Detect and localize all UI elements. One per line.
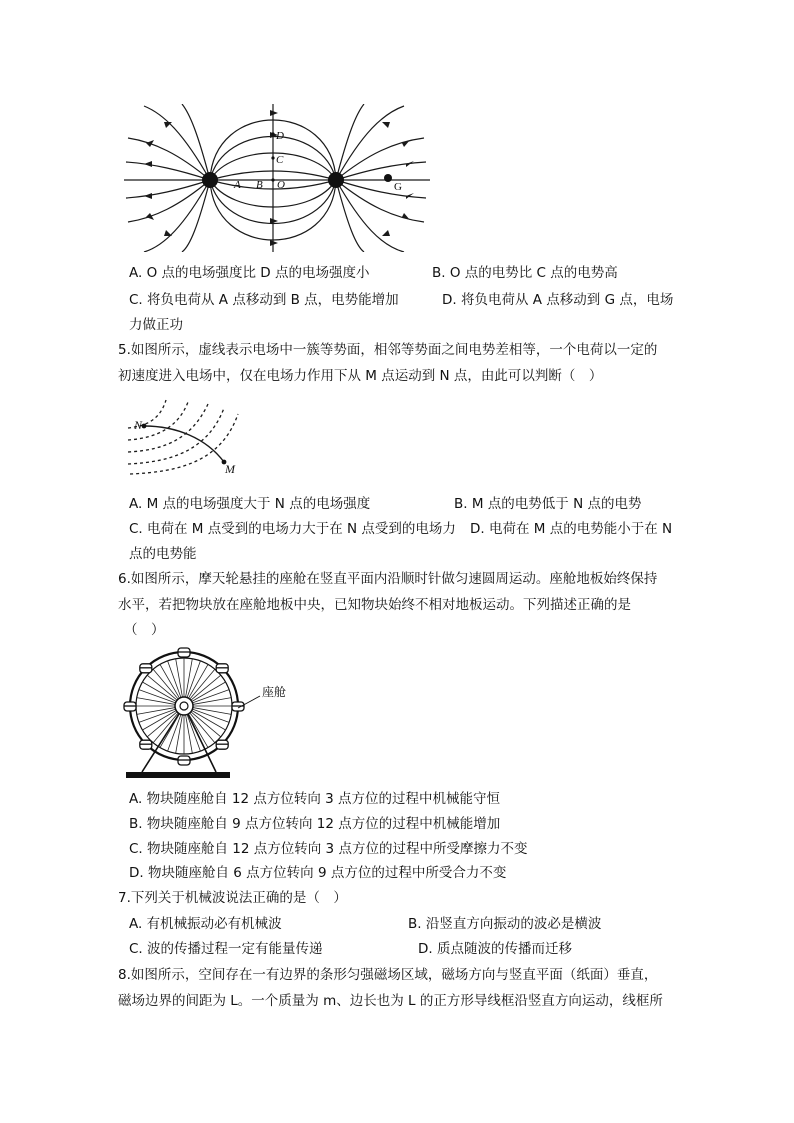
cabin bbox=[140, 664, 152, 673]
q6-stem-line1: 6.如图所示，摩天轮悬挂的座舱在竖直平面内沿顺时针做匀速圆周运动。座舱地板始终保持 bbox=[118, 571, 658, 587]
q7-option-a: A. 有机械振动必有机械波 bbox=[129, 916, 282, 932]
q6-option-c: C. 物块随座舱自 12 点方位转向 3 点方位的过程中所受摩擦力不变 bbox=[129, 841, 528, 857]
q5-option-c: C. 电荷在 M 点受到的电场力大于在 N 点受到的电场力 bbox=[129, 521, 456, 537]
q6-option-a: A. 物块随座舱自 12 点方位转向 3 点方位的过程中机械能守恒 bbox=[129, 791, 501, 807]
cabin-label: 座舱 bbox=[262, 685, 287, 699]
q4-field-lines-figure bbox=[124, 104, 430, 252]
q5-option-a: A. M 点的电场强度大于 N 点的电场强度 bbox=[129, 496, 371, 512]
cabin bbox=[178, 648, 190, 657]
q7-stem: 7.下列关于机械波说法正确的是（ ） bbox=[118, 890, 347, 906]
q7-option-b: B. 沿竖直方向振动的波必是横波 bbox=[408, 916, 602, 932]
label-g: G bbox=[394, 181, 402, 193]
cabin bbox=[216, 664, 228, 673]
label-n: N bbox=[134, 418, 143, 432]
q5-option-d-line1: D. 电荷在 M 点的电势能小于在 N bbox=[470, 521, 673, 537]
q5-stem-line2: 初速度进入电场中，仅在电场力作用下从 M 点运动到 N 点，由此可以判断（ ） bbox=[118, 368, 603, 384]
q5-equipotential-figure bbox=[126, 398, 244, 476]
q6-stem-line3: （ ） bbox=[124, 622, 165, 638]
q6-option-d: D. 物块随座舱自 6 点方位转向 9 点方位的过程中所受合力不变 bbox=[129, 865, 507, 881]
label-c: C bbox=[276, 154, 284, 166]
q4-option-d-line1: D. 将负电荷从 A 点移动到 G 点，电场 bbox=[442, 292, 674, 308]
cabin bbox=[140, 740, 152, 749]
label-d: D bbox=[276, 130, 284, 142]
cabin bbox=[124, 702, 136, 711]
left-charge bbox=[202, 172, 218, 188]
q7-option-c: C. 波的传播过程一定有能量传递 bbox=[129, 941, 323, 957]
q5-option-b: B. M 点的电势低于 N 点的电势 bbox=[454, 496, 642, 512]
cabin bbox=[216, 740, 228, 749]
label-o: O bbox=[277, 179, 285, 191]
q8-stem-line2: 磁场边界的间距为 L。一个质量为 m、边长也为 L 的正方形导线框沿竖直方向运动，线框所 bbox=[118, 993, 663, 1009]
label-b: B bbox=[256, 179, 263, 191]
q4-option-a: A. O 点的电场强度比 D 点的电场强度小 bbox=[129, 265, 370, 281]
q4-option-d-line2: 力做正功 bbox=[129, 317, 183, 333]
q6-stem-line2: 水平，若把物块放在座舱地板中央，已知物块始终不相对地板运动。下列描述正确的是 bbox=[118, 597, 631, 613]
q4-option-b: B. O 点的电势比 C 点的电势高 bbox=[432, 265, 618, 281]
q6-option-b: B. 物块随座舱自 9 点方位转向 12 点方位的过程中机械能增加 bbox=[129, 816, 501, 832]
q7-option-d: D. 质点随波的传播而迁移 bbox=[418, 941, 572, 957]
right-charge bbox=[328, 172, 344, 188]
cabin bbox=[232, 702, 244, 711]
q6-ferris-wheel-figure bbox=[120, 644, 300, 782]
point-n-dot bbox=[142, 424, 147, 429]
q4-option-c: C. 将负电荷从 A 点移动到 B 点，电势能增加 bbox=[129, 292, 399, 308]
q5-stem-line1: 5.如图所示，虚线表示电场中一簇等势面，相邻等势面之间电势差相等，一个电荷以一定的 bbox=[118, 342, 658, 358]
cabin bbox=[178, 756, 190, 765]
label-a: A bbox=[234, 179, 241, 191]
point-g-dot bbox=[384, 174, 392, 182]
q8-stem-line1: 8.如图所示，空间存在一有边界的条形匀强磁场区域，磁场方向与竖直平面（纸面）垂直， bbox=[118, 967, 658, 983]
q5-option-d-line2: 点的电势能 bbox=[129, 546, 197, 562]
label-m: M bbox=[225, 462, 235, 476]
